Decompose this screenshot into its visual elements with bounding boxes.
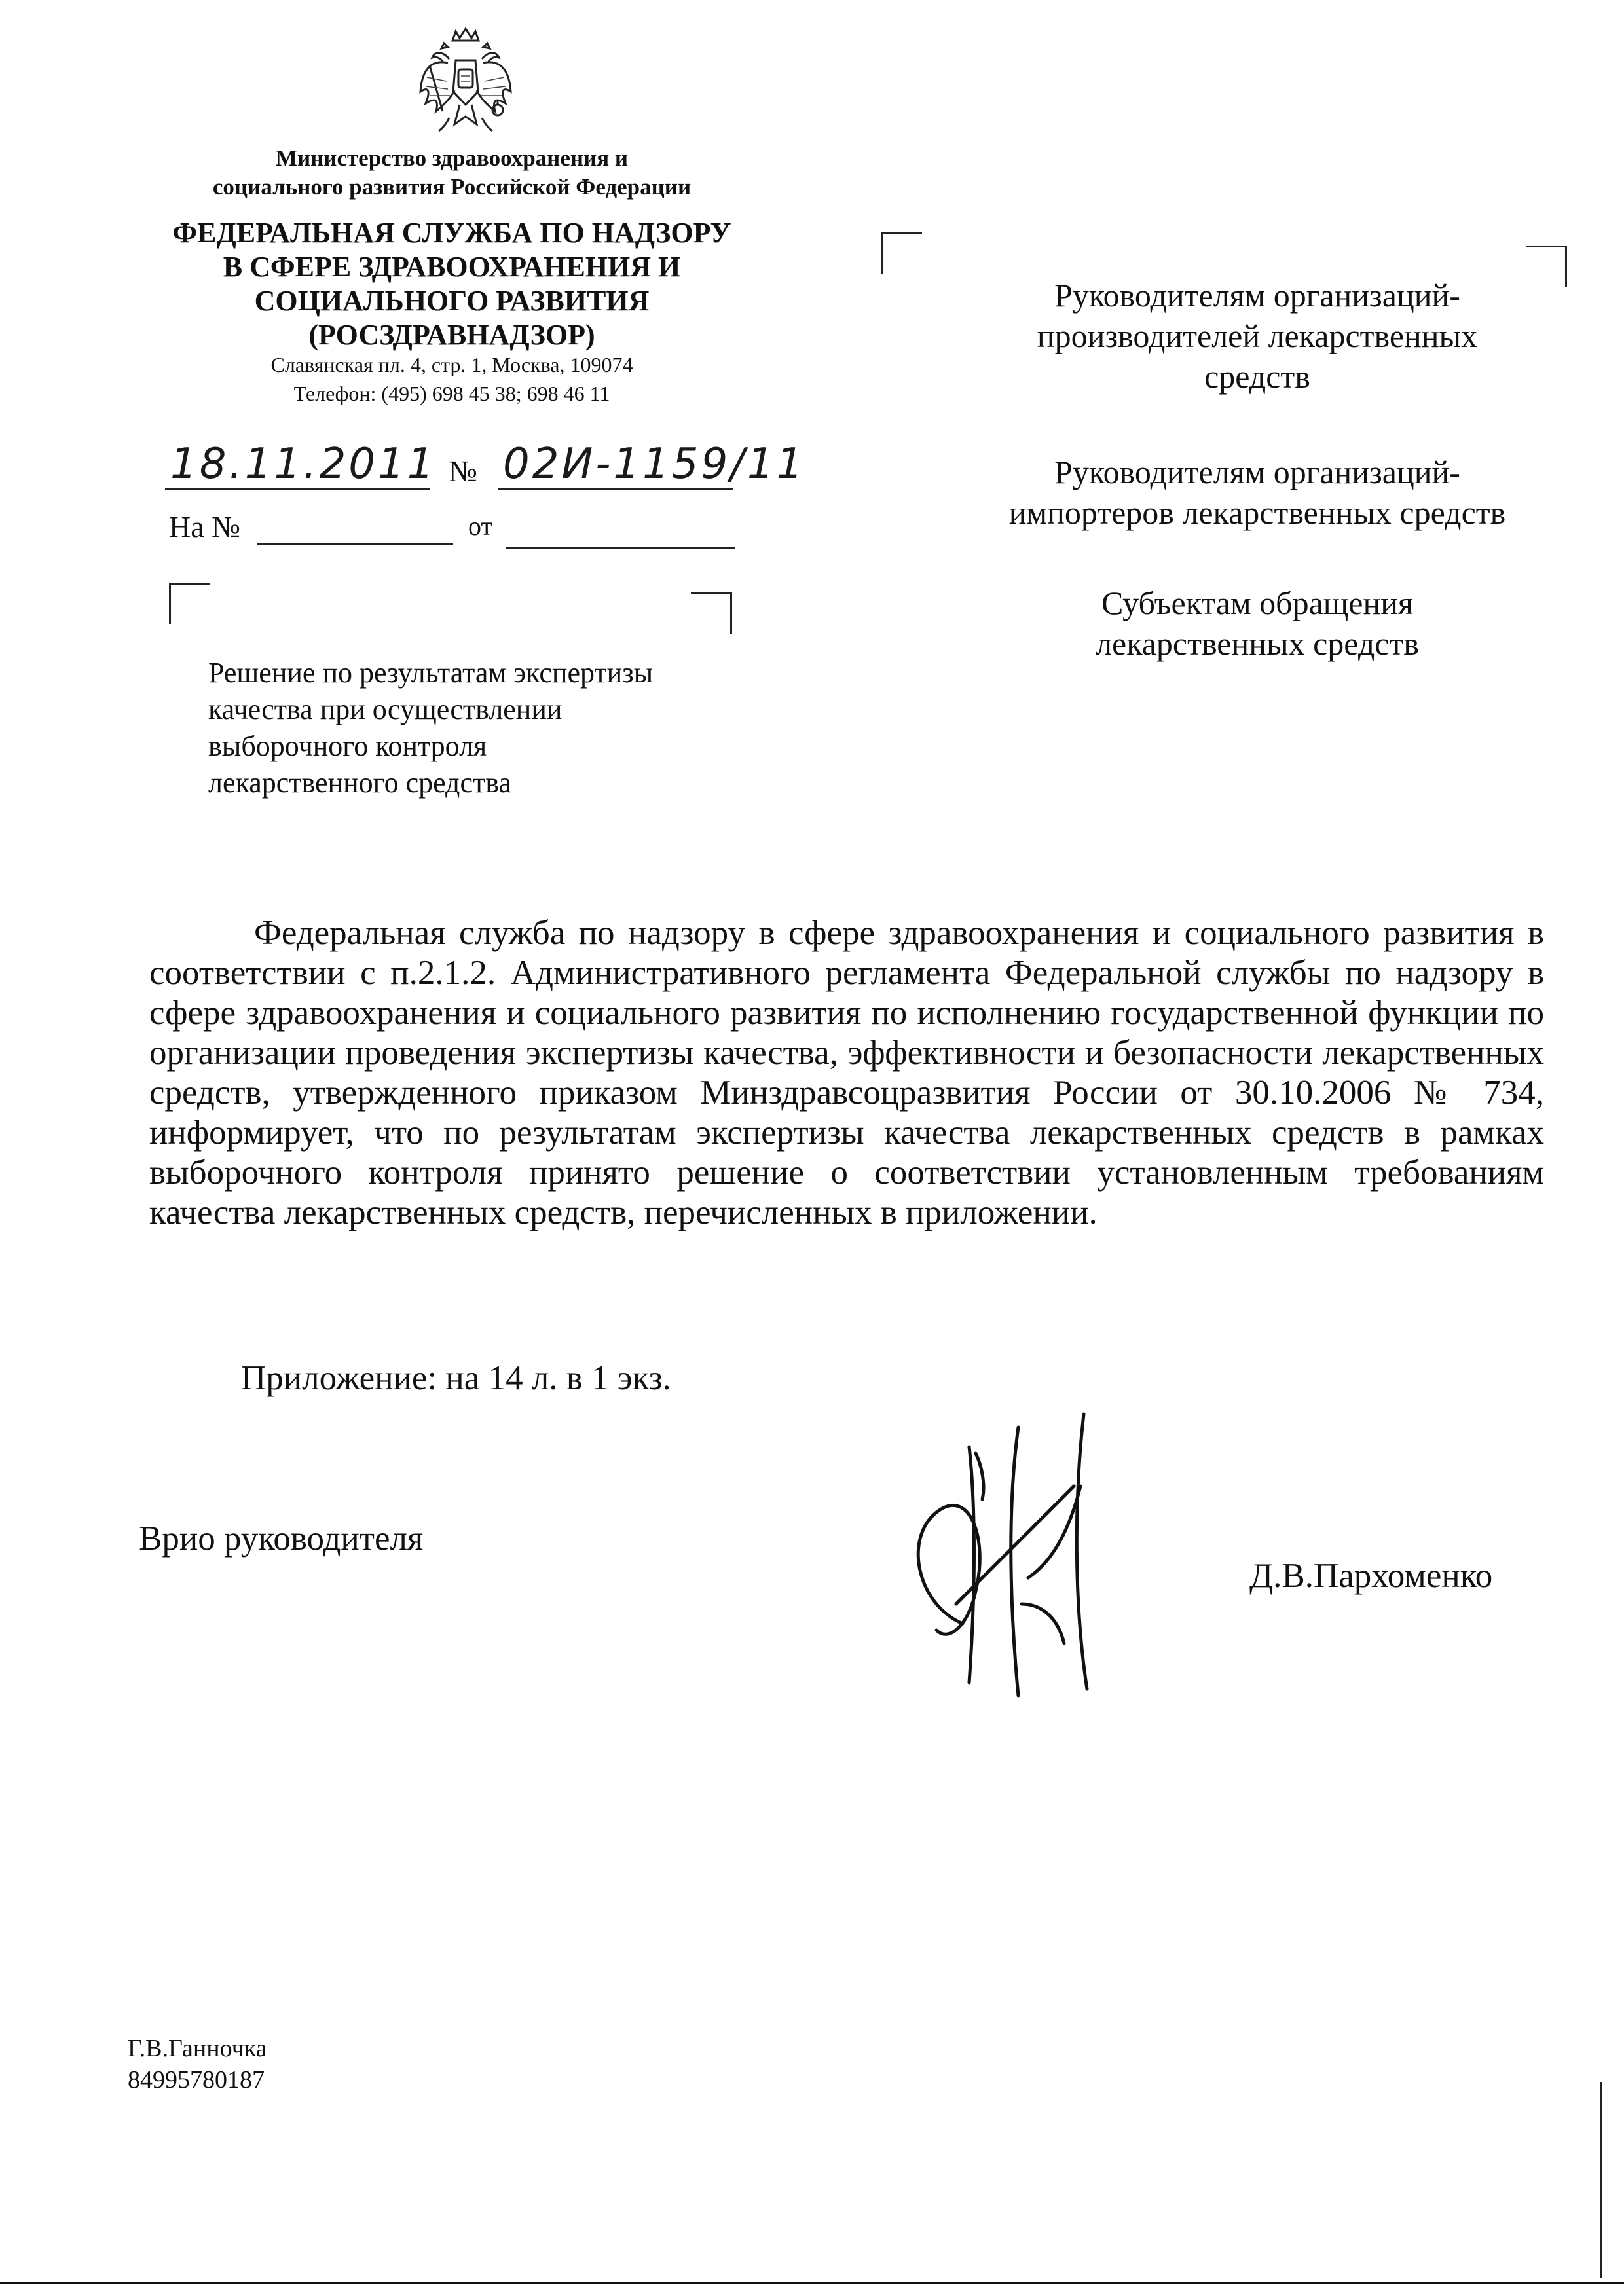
agency-name — [151, 216, 753, 352]
reply-number-label: На № — [169, 510, 241, 543]
scan-edge-vertical — [1600, 2082, 1602, 2278]
addressee-3-line-2: лекарственных средств — [1096, 625, 1419, 662]
agency-line-3: СОЦИАЛЬНОГО РАЗВИТИЯ — [254, 285, 650, 317]
signer-position: Врио руководителя — [139, 1520, 424, 1558]
scan-edge-bottom — [0, 2282, 1624, 2284]
executor-name: Г.В.Ганночка — [128, 2035, 267, 2062]
ministry-line-1: Министерство здравоохранения и — [275, 145, 629, 171]
subject-line-3: выборочного контроля — [208, 730, 487, 762]
number-underline — [498, 488, 733, 490]
signer-name: Д.В.Пархоменко — [1249, 1557, 1493, 1595]
addressee-3-line-1: Субъектам обращения — [1101, 585, 1413, 621]
reply-date-blank — [506, 547, 735, 549]
agency-line-4: (РОСЗДРАВНАДЗОР) — [308, 319, 595, 351]
reply-number-blank — [257, 543, 453, 545]
addressee-2-line-1: Руководителям организаций- — [1054, 454, 1460, 490]
addressee-importers — [930, 452, 1585, 533]
agency-contacts — [151, 350, 753, 408]
executor-phone: 84995780187 — [128, 2066, 265, 2094]
russian-coat-of-arms-icon — [416, 26, 515, 141]
agency-address: Славянская пл. 4, стр. 1, Москва, 109074 — [270, 353, 633, 376]
addressee-1-line-3: средств — [1204, 358, 1310, 395]
attachment-note: Приложение: на 14 л. в 1 экз. — [241, 1359, 671, 1397]
ministry-name — [151, 144, 753, 202]
subject-line-1: Решение по результатам экспертизы — [208, 657, 654, 689]
addressee-1-line-2: производителей лекарственных — [1037, 318, 1478, 354]
handwritten-signature-icon — [877, 1408, 1113, 1715]
ministry-line-2: социального развития Российской Федерации — [212, 174, 692, 200]
addressee-2-line-2: импортеров лекарственных средств — [1008, 494, 1506, 531]
executor-info — [128, 2033, 267, 2096]
subject-corner-left — [169, 583, 210, 624]
subject-line-2: качества при осуществлении — [208, 693, 563, 725]
reply-date-label: от — [468, 511, 492, 541]
agency-line-2: В СФЕРЕ ЗДРАВООХРАНЕНИЯ И — [223, 251, 681, 283]
document-number: 02И-1159/11 — [503, 440, 806, 488]
subject-line-4: лекарственного средства — [208, 767, 511, 799]
body-paragraph: Федеральная служба по надзору в сфере здравоохранения и социального развития в соответствии с п.2.1.2. Административного регламента Федеральной службы по надзору в сфере здравоохранения и социального развития по исполнению государственной функции по организации проведения экспертизы качества, эффективности и безопасности лекарственных средств, утвержденного приказом Минздравсоцразвития России от 30.10.2006 № 734, информирует, что по результатам экспертизы качества лекарственных средств в рамках выборочного контроля принято решение о соответствии установленным требованиям качества лекарственных средств, перечисленных в приложении. — [149, 914, 1544, 1231]
addressee-manufacturers — [930, 275, 1585, 397]
agency-line-1: ФЕДЕРАЛЬНАЯ СЛУЖБА ПО НАДЗОРУ — [172, 217, 731, 249]
agency-phone: Телефон: (495) 698 45 38; 698 46 11 — [293, 382, 610, 405]
date-underline — [165, 488, 430, 490]
document-subject — [208, 655, 765, 801]
document-date: 18.11.2011 — [170, 440, 437, 488]
addressee-1-line-1: Руководителям организаций- — [1054, 277, 1460, 314]
addressee-circulation-subjects — [930, 583, 1585, 664]
subject-corner-right — [691, 592, 732, 634]
addressee-corner-left — [881, 232, 922, 274]
number-sign: № — [449, 454, 477, 488]
